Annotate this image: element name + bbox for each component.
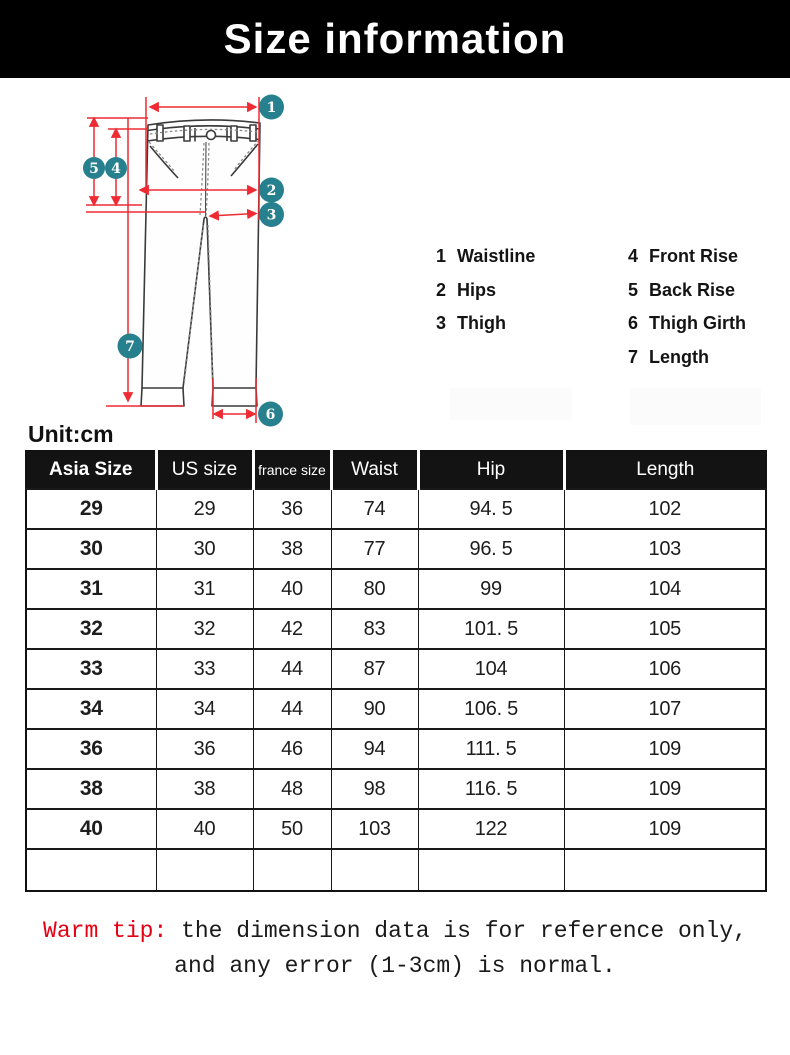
badge-2 <box>259 178 284 203</box>
legend-number: 5 <box>628 279 639 300</box>
table-row <box>26 729 766 769</box>
table-cell: 103 <box>331 809 418 849</box>
legend-label: Thigh Girth <box>649 313 746 334</box>
legend-number: 3 <box>436 313 447 334</box>
legend-label: Front Rise <box>649 246 739 267</box>
legend-label: Hips <box>457 279 497 300</box>
legend-label: Thigh <box>457 313 506 334</box>
table-cell: 36 <box>156 729 253 769</box>
table-row <box>26 529 766 569</box>
table-cell: 48 <box>253 769 331 809</box>
legend-number: 4 <box>628 246 639 267</box>
unit-label: Unit:cm <box>28 421 114 447</box>
table-cell: 99 <box>418 569 564 609</box>
legend-item-length <box>628 341 746 375</box>
badge-4 <box>105 157 127 179</box>
table-cell: 106. 5 <box>418 689 564 729</box>
table-cell: 94. 5 <box>418 489 564 529</box>
table-cell: 104 <box>564 569 766 609</box>
legend-number: 2 <box>436 279 447 300</box>
table-cell: 116. 5 <box>418 769 564 809</box>
legend-label: Length <box>649 346 709 367</box>
table-cell: 109 <box>564 809 766 849</box>
table-cell: 38 <box>26 769 156 809</box>
legend-item-hips <box>436 274 535 308</box>
table-cell: 122 <box>418 809 564 849</box>
table-cell: 36 <box>26 729 156 769</box>
table-cell: 40 <box>26 809 156 849</box>
table-cell <box>418 849 564 891</box>
warm-tip <box>0 914 790 984</box>
table-row <box>26 489 766 529</box>
table-cell: 102 <box>564 489 766 529</box>
badge-3 <box>259 202 284 227</box>
svg-text:6: 6 <box>265 407 276 423</box>
table-row <box>26 649 766 689</box>
svg-text:4: 4 <box>111 161 121 177</box>
table-cell: 77 <box>331 529 418 569</box>
table-cell: 111. 5 <box>418 729 564 769</box>
table-cell: 31 <box>156 569 253 609</box>
legend-item-front-rise <box>628 240 746 274</box>
svg-text:1: 1 <box>266 100 277 116</box>
table-cell: 107 <box>564 689 766 729</box>
table-cell: 30 <box>156 529 253 569</box>
table-cell: 44 <box>253 649 331 689</box>
table-cell: 94 <box>331 729 418 769</box>
legend-label: Waistline <box>457 246 536 267</box>
table-cell: 36 <box>253 489 331 529</box>
watermark-box <box>630 388 761 425</box>
table-cell: 46 <box>253 729 331 769</box>
badge-1 <box>259 95 284 120</box>
legend-item-waistline <box>436 240 535 274</box>
table-cell: 40 <box>253 569 331 609</box>
legend-number: 7 <box>628 346 639 367</box>
legend-item-thigh-girth <box>628 307 746 341</box>
table-cell: 33 <box>156 649 253 689</box>
legend-item-thigh <box>436 307 535 341</box>
pants-outline <box>141 120 260 406</box>
badge-7 <box>118 334 143 359</box>
col-header-us-size: US size <box>156 451 253 489</box>
table-cell: 109 <box>564 729 766 769</box>
svg-text:3: 3 <box>266 207 277 224</box>
table-cell: 32 <box>156 609 253 649</box>
table-header-row <box>26 451 766 489</box>
table-row <box>26 769 766 809</box>
table-cell: 38 <box>253 529 331 569</box>
table-cell: 104 <box>418 649 564 689</box>
table-cell: 30 <box>26 529 156 569</box>
table-row <box>26 569 766 609</box>
table-row <box>26 609 766 649</box>
col-header-france-size: france size <box>253 451 331 489</box>
legend-column-right <box>628 240 746 374</box>
legend-number: 6 <box>628 313 639 334</box>
legend-column-left <box>436 240 535 341</box>
table-row-empty <box>26 849 766 891</box>
table-cell <box>564 849 766 891</box>
table-cell: 29 <box>26 489 156 529</box>
table-cell <box>253 849 331 891</box>
table-cell: 83 <box>331 609 418 649</box>
table-cell: 96. 5 <box>418 529 564 569</box>
svg-text:2: 2 <box>266 183 277 199</box>
table-cell: 33 <box>26 649 156 689</box>
badge-5 <box>83 157 105 179</box>
table-cell: 31 <box>26 569 156 609</box>
badge-6 <box>258 402 283 427</box>
col-header-hip: Hip <box>418 451 564 489</box>
warm-tip-line1 <box>0 914 790 949</box>
table-cell: 105 <box>564 609 766 649</box>
warm-tip-prefix: Warm tip: <box>43 918 168 944</box>
warm-tip-text1: the dimension data is for reference only, <box>167 918 747 944</box>
pants-measurement-diagram <box>60 85 390 430</box>
page-title: Size information <box>223 15 567 62</box>
table-row <box>26 689 766 729</box>
legend-number: 1 <box>436 246 447 267</box>
table-cell: 34 <box>26 689 156 729</box>
size-table <box>25 450 767 892</box>
svg-text:7: 7 <box>125 339 135 355</box>
table-cell <box>26 849 156 891</box>
table-row <box>26 809 766 849</box>
table-cell: 87 <box>331 649 418 689</box>
table-cell: 101. 5 <box>418 609 564 649</box>
table-cell: 44 <box>253 689 331 729</box>
table-cell: 90 <box>331 689 418 729</box>
svg-text:5: 5 <box>89 161 99 177</box>
legend-label: Back Rise <box>649 279 736 300</box>
header-bar <box>0 0 790 78</box>
table-cell: 29 <box>156 489 253 529</box>
table-cell <box>331 849 418 891</box>
table-cell: 32 <box>26 609 156 649</box>
table-cell: 109 <box>564 769 766 809</box>
col-header-asia-size: Asia Size <box>26 451 156 489</box>
warm-tip-line2: and any error (1-3cm) is normal. <box>174 953 616 979</box>
legend-item-back-rise <box>628 274 746 308</box>
watermark-box <box>450 388 572 420</box>
table-cell: 38 <box>156 769 253 809</box>
table-cell: 98 <box>331 769 418 809</box>
col-header-waist: Waist <box>331 451 418 489</box>
col-header-length: Length <box>564 451 766 489</box>
table-cell: 40 <box>156 809 253 849</box>
table-cell: 106 <box>564 649 766 689</box>
table-cell: 103 <box>564 529 766 569</box>
table-cell: 42 <box>253 609 331 649</box>
table-cell: 80 <box>331 569 418 609</box>
table-cell: 34 <box>156 689 253 729</box>
table-cell: 50 <box>253 809 331 849</box>
table-cell <box>156 849 253 891</box>
table-cell: 74 <box>331 489 418 529</box>
